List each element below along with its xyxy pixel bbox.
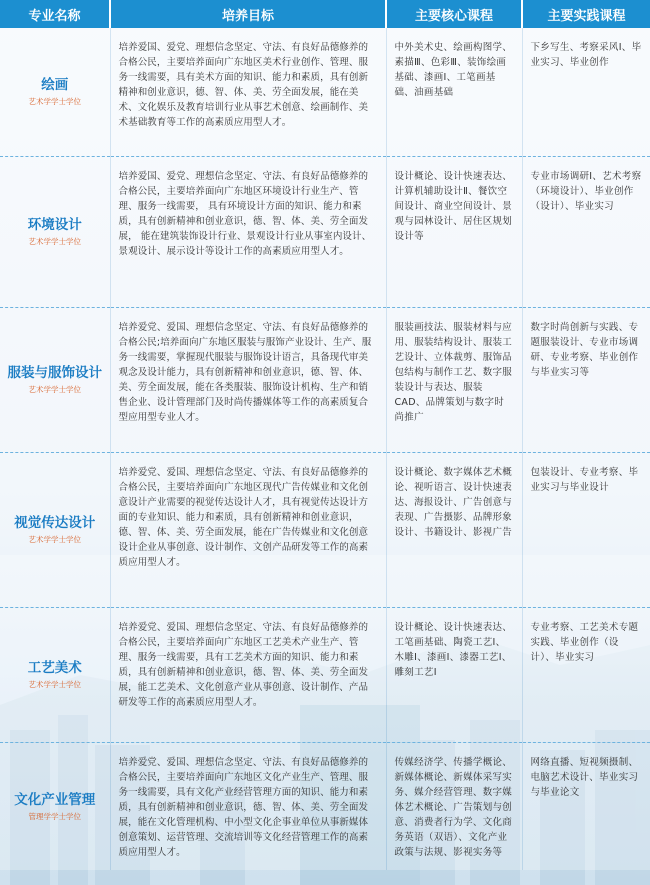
- major-degree: 艺术学学士学位: [28, 97, 81, 106]
- major-cell: [0, 308, 110, 453]
- table-header: [0, 0, 650, 28]
- major-name: 绘画: [41, 77, 69, 93]
- major-cell: [0, 743, 110, 871]
- header-practice-courses: 主要实践课程: [522, 0, 650, 28]
- core-courses-cell: 传媒经济学、传播学概论、新媒体概论、新媒体采写实务、媒介经营管理、数字媒体艺术概论、广告策划与创意、消费者行为学、文化商务英语（双语）、文化产业政策与法规、影视实务等: [386, 743, 522, 871]
- goal-cell: 培养爱党、爱国、理想信念坚定、守法、有良好品德修养的合格公民;培养面向广东地区服装与服饰产业设计、生产、服务一线需要，掌握现代服装与服饰设计语言，具备现代审美观念及设计能力，具有创新精神和创业意识，德、智、体、美、劳全面发展，能在各类服装、服饰设计机构、生产和销售企业、设计管理部门及时尚传播媒体等工作的高素质复合型应用型专业人才。: [110, 308, 386, 453]
- practice-courses-cell: 包装设计、专业考察、毕业实习与毕业设计: [522, 453, 650, 608]
- major-cell: [0, 453, 110, 608]
- table-row: [0, 28, 650, 157]
- table-row: [0, 743, 650, 871]
- header-major: 专业名称: [0, 0, 110, 28]
- core-courses-cell: 服装画技法、服装材料与应用、服装结构设计、服装工艺设计、立体裁剪、服饰品包结构与制作工艺、数字服装设计与表达、服装CAD、品牌策划与数字时尚推广: [386, 308, 522, 453]
- major-name: 环境设计: [27, 217, 82, 233]
- core-courses-cell: 设计概论、数字媒体艺术概论、视听语言、设计快速表达、海报设计、广告创意与表现、广告摄影、品牌形象设计、书籍设计、影视广告: [386, 453, 522, 608]
- goal-cell: 培养爱党、爱国、理想信念坚定、守法、有良好品德修养的合格公民，主要培养面向广东地区工艺美术产业生产、管理、服务一线需要，具有工艺美术方面的知识、能力和素质，具有创新精神和创业意识，德、智、体、美、劳全面发展，能工艺美术、文化创意产业从事创意、设计制作、产品研发等工作的高素质应用型人才。: [110, 608, 386, 743]
- table-row: [0, 608, 650, 743]
- practice-courses-cell: 网络直播、短视频摄制、电脑艺术设计、毕业实习与毕业论文: [522, 743, 650, 871]
- table-row: [0, 453, 650, 608]
- practice-courses-cell: 专业市场调研Ⅰ、艺术考察（环境设计）、毕业创作（设计）、毕业实习: [522, 157, 650, 308]
- major-degree: 艺术学学士学位: [28, 535, 81, 544]
- practice-courses-cell: 下乡写生、考察采风Ⅰ、毕业实习、毕业创作: [522, 28, 650, 157]
- major-degree: 管理学学士学位: [28, 811, 81, 821]
- table-row: [0, 157, 650, 308]
- major-degree: 艺术学学士学位: [28, 680, 81, 689]
- major-name: 服装与服饰设计: [7, 365, 102, 381]
- core-courses-cell: 中外美术史、绘画构图学、素描Ⅲ、色彩Ⅲ、装饰绘画基础、漆画Ⅰ、工笔画基础、油画基础: [386, 28, 522, 157]
- major-name: 工艺美术: [27, 660, 82, 676]
- major-cell: [0, 28, 110, 157]
- core-courses-cell: 设计概论、设计快速表达、计算机辅助设计Ⅱ、餐饮空间设计、商业空间设计、景观与园林设计、居住区规划设计等: [386, 157, 522, 308]
- goal-cell: 培养爱党、爱国、理想信念坚定、守法、有良好品德修养的合格公民，主要培养面向广东地区现代广告传媒业和文化创意设计产业需要的视觉传达设计人才，具有视觉传达设计方面的专业知识、能力和素质，具有创新精神和创业意识，德、智、体、美、劳全面发展，能在广告传媒业和文化创意设计企业从事创意、设计制作、文创产品研发等工作的高素质应用型人才。: [110, 453, 386, 608]
- major-cell: [0, 157, 110, 308]
- table-row: [0, 308, 650, 453]
- core-courses-cell: 设计概论、设计快速表达、工笔画基础、陶瓷工艺Ⅰ、木雕Ⅰ、漆画Ⅰ、漆器工艺Ⅰ、雕刻工艺Ⅰ: [386, 608, 522, 743]
- header-core-courses: 主要核心课程: [386, 0, 522, 28]
- major-cell: [0, 608, 110, 743]
- header-goal: 培养目标: [110, 0, 386, 28]
- goal-cell: 培养爱党、爱国、理想信念坚定、守法、有良好品德修养的合格公民，主要培养面向广东地区文化产业生产、管理、服务一线需要，具有文化产业经营管理方面的知识、能力和素质，具有创新精神和创业意识，德、智、体、美、劳全面发展，能在文化管理机构、中小型文化企事业单位从事新媒体创意策划、运营管理、交流培训等文化经营管理工作的高素质应用型人才。: [110, 743, 386, 871]
- practice-courses-cell: 数字时尚创新与实践、专题服装设计、专业市场调研、专业考察、毕业创作与毕业实习等: [522, 308, 650, 453]
- goal-cell: 培养爱国、爱党、理想信念坚定、守法、有良好品德修养的合格公民，主要培养面向广东地区环境设计行业生产、管理、服务一线需要， 具有环境设计方面的知识、能力和素质，具有创新精神和创业意识，德、智、体、美、劳全面发展， 能在建筑装饰设计行业、景观设计行业从事室内设计、景观设计、展示设计等设计工作的高素质应用型人才。: [110, 157, 386, 308]
- major-name: 视觉传达设计: [14, 515, 96, 531]
- practice-courses-cell: 专业考察、工艺美术专题实践、毕业创作（设计）、毕业实习: [522, 608, 650, 743]
- major-name: 文化产业管理: [14, 791, 96, 808]
- goal-cell: 培养爱国、爱党、理想信念坚定、守法、有良好品德修养的合格公民，主要培养面向广东地区美术行业创作、管理、服务一线需要，具有美术方面的知识、能力和素质，具有创新精神和创业意识，德、智、体、美、劳全面发展，能在美术、文化娱乐及教育培训行业从事艺术创意、绘画制作、美术基础教育等工作的高素质应用型人才。: [110, 28, 386, 157]
- major-degree: 艺术学学士学位: [28, 385, 81, 394]
- major-degree: 艺术学学士学位: [28, 237, 81, 246]
